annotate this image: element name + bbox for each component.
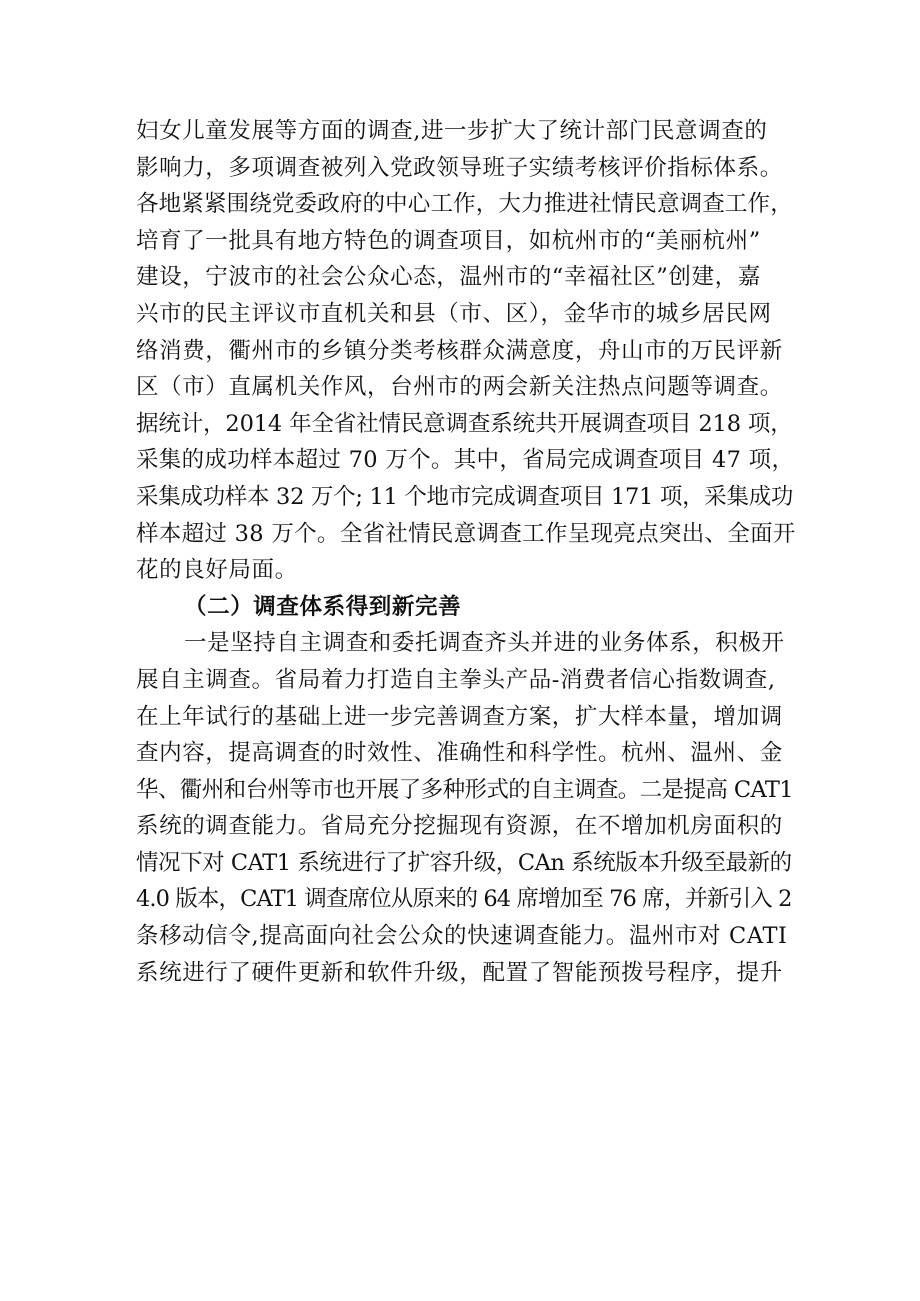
- paragraph-line: 各地紧紧围绕党委政府的中心工作，大力推进社情民意调查工作，: [136, 191, 793, 218]
- paragraph-line: 条移动信令,提高面向社会公众的快速调查能力。温州市对 CATI: [136, 923, 788, 950]
- paragraph-line: 4.0 版本，CAT1 调查席位从原来的 64 席增加至 76 席，并新引入 2: [136, 886, 792, 913]
- paragraph-line: 培育了一批具有地方特色的调查项目，如杭州市的“美丽杭州”: [136, 227, 761, 254]
- paragraph-line: 采集成功样本 32 万个; 11 个地市完成调查项目 171 项，采集成功: [136, 483, 794, 510]
- paragraph-line: 样本超过 38 万个。全省社情民意调查工作呈现亮点突出、全面开: [136, 520, 796, 547]
- paragraph-line: 一是坚持自主调查和委托调查齐头并进的业务体系，积极开: [184, 630, 785, 657]
- paragraph-line: 情况下对 CAT1 系统进行了扩容升级，CAn 系统版本升级至最新的: [136, 849, 792, 876]
- section-heading: （二）调查体系得到新完善: [184, 593, 462, 620]
- paragraph-line: 妇女儿童发展等方面的调查,进一步扩大了统计部门民意调查的: [136, 118, 768, 144]
- paragraph-line: 系统的调查能力。省局充分挖掘现有资源，在不增加机房面积的: [136, 813, 783, 840]
- paragraph-line: 兴市的民主评议市直机关和县（市、区），金华市的城乡居民网: [136, 300, 772, 327]
- paragraph-line: 据统计，2014 年全省社情民意调查系统共开展调查项目 218 项，: [136, 410, 793, 437]
- paragraph-line: 华、衢州和台州等市也开展了多种形式的自主调查。二是提高 CAT1: [136, 776, 794, 803]
- paragraph-line: 络消费，衢州市的乡镇分类考核群众满意度，舟山市的万民评新: [136, 337, 783, 364]
- paragraph-line: 建设，宁波市的社会公众心态，温州市的“幸福社区”创建，嘉: [136, 264, 761, 291]
- paragraph-line: 采集的成功样本超过 70 万个。其中，省局完成调查项目 47 项，: [136, 447, 795, 474]
- paragraph-line: 影响力，多项调查被列入党政领导班子实绩考核评价指标体系。: [136, 154, 783, 181]
- paragraph-line: 展自主调查。省局着力打造自主拳头产品-消费者信心指数调查,: [136, 666, 776, 693]
- paragraph-line: 花的良好局面。: [136, 557, 298, 584]
- paragraph-line: 系统进行了硬件更新和软件升级，配置了智能预拨号程序，提升: [136, 959, 783, 986]
- paragraph-line: 区（市）直属机关作风，台州市的两会新关注热点问题等调查。: [136, 374, 783, 401]
- document-body: [136, 113, 796, 991]
- paragraph-line: 在上年试行的基础上进一步完善调查方案，扩大样本量，增加调: [136, 703, 783, 730]
- paragraph-line: 查内容，提高调查的时效性、准确性和科学性。杭州、温州、金: [136, 740, 783, 767]
